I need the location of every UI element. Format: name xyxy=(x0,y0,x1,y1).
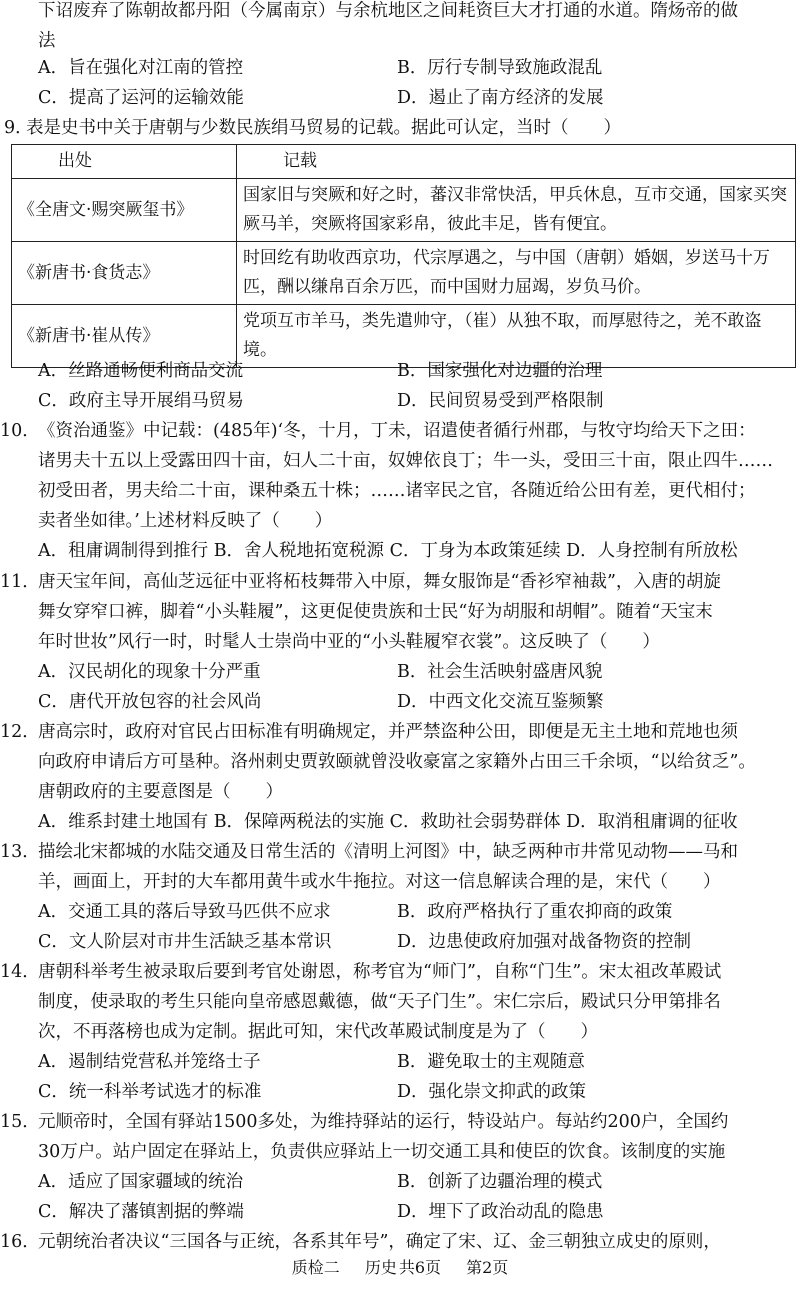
page-footer xyxy=(0,1255,800,1278)
q10-stem-line: 诸男夫十五以上受露田四十亩，妇人二十亩，奴婢依良丁；牛一头，受田三十亩，限止四牛…… xyxy=(38,451,773,471)
q11-number: 11． xyxy=(0,572,40,592)
q11-option-b: B．社会生活映射盛唐风貌 xyxy=(397,662,603,682)
footer-subject: 历史 xyxy=(364,1258,397,1277)
table-cell-source: 《新唐书·食货志》 xyxy=(12,242,237,305)
q15-option-b: B．创新了边疆治理的模式 xyxy=(397,1172,603,1192)
table-header-source: 出处 xyxy=(12,145,237,179)
q9-option-c: C．政府主导开展绢马贸易 xyxy=(38,391,244,411)
q9-option-b: B．国家强化对边疆的治理 xyxy=(397,361,603,381)
q14-option-c: C．统一科举考试选才的标准 xyxy=(38,1082,262,1102)
q11-option-a: A．汉民胡化的现象十分严重 xyxy=(38,662,261,682)
q14-stem-line: 唐朝科举考生被录取后要到考官处谢恩，称考官为“师门”，自称“门生”。宋太祖改革殿试 xyxy=(38,962,722,982)
table-cell-source: 《新唐书·崔从传》 xyxy=(12,305,237,368)
q13-option-c: C．文人阶层对市井生活缺乏基本常识 xyxy=(38,932,332,952)
q14-stem-line: 次，不再落榜也成为定制。据此可知，宋代改革殿试制度是为了（ ） xyxy=(38,1022,598,1042)
q9-option-a: A．丝路通畅便利商品交流 xyxy=(38,361,244,381)
q15-number: 15． xyxy=(0,1112,40,1132)
table-cell-source: 《全唐文·赐突厥玺书》 xyxy=(12,179,237,242)
q12-stem-line: 唐朝政府的主要意图是（ ） xyxy=(38,782,283,802)
q10-options: A．租庸调制得到推行 B．舍人税地拓宽税源 C．丁身为本政策延续 D．人身控制有所放松 xyxy=(38,541,738,561)
q10-stem-line: 卖者坐如律。’上述材料反映了（ ） xyxy=(38,511,333,531)
q12-number: 12． xyxy=(0,722,40,742)
q13-stem-line: 羊，画面上，开封的大车都用黄牛或水牛拖拉。对这一信息解读合理的是，宋代（ ） xyxy=(38,872,721,892)
q13-number: 13． xyxy=(0,842,40,862)
q8-option-a: A．旨在强化对江南的管控 xyxy=(38,58,244,78)
q16-stem-line: 元朝统治者决议“三国各与正统，各系其年号”，确定了宋、辽、金三朝独立成史的原则， xyxy=(38,1232,721,1252)
q14-number: 14． xyxy=(0,962,40,982)
footer-exam: 质检二 xyxy=(291,1258,340,1277)
q11-stem-line: 唐天宝年间，高仙芝远征中亚将柘枝舞带入中原，舞女服饰是“香衫窄袖裁”，入唐的胡旋 xyxy=(38,572,721,592)
q13-stem-line: 描绘北宋都城的水陆交通及日常生活的《清明上河图》中，缺乏两种市井常见动物——马和 xyxy=(38,842,738,862)
q11-option-c: C．唐代开放包容的社会风尚 xyxy=(38,692,262,712)
q15-stem-line: 元顺帝时，全国有驿站1500多处，为维持驿站的运行，特设站户。每站约200户，全国约 xyxy=(38,1112,729,1132)
q12-stem-line: 向政府申请后方可垦种。洛州刺史贾敦颐就曾没收豪富之家籍外占田三千余顷，“以给贫乏”。 xyxy=(38,752,756,772)
q8-stem-line: 下诏废弃了陈朝故都丹阳（今属南京）与余杭地区之间耗资巨大才打通的水道。隋炀帝的做 xyxy=(38,1,738,21)
q11-stem-line: 舞女穿窄口裤，脚着“小头鞋履”，这更促使贵族和士民“好为胡服和胡帽”。随着“天宝末 xyxy=(38,602,713,622)
q14-option-a: A．遏制结党营私并笼络士子 xyxy=(38,1052,261,1072)
footer-page: 第2页 xyxy=(466,1258,509,1277)
table-cell-record: 时回纥有助收西京功，代宗厚遇之，与中国（唐朝）婚姻，岁送马十万匹，酬以缣帛百余万匹，而中国财力屈竭，岁负马价。 xyxy=(237,242,796,305)
q9-number: 9． xyxy=(4,118,33,138)
table-row xyxy=(12,179,796,242)
q15-option-c: C．解决了藩镇割据的弊端 xyxy=(38,1202,244,1222)
q9-stem: 表是史书中关于唐朝与少数民族绢马贸易的记载。据此可认定，当时（ ） xyxy=(26,118,621,138)
q10-stem-line: 《资治通鉴》中记载：(485年)‘冬，十月，丁未，诏遣使者循行州郡，与牧守均给天下之田： xyxy=(38,421,756,441)
q12-stem-line: 唐高宗时，政府对官民占田标准有明确规定，并严禁盗种公田，即便是无主土地和荒地也须 xyxy=(38,722,738,742)
q13-option-d: D．边患使政府加强对战备物资的控制 xyxy=(397,932,692,952)
footer-total: 共6页 xyxy=(398,1258,442,1277)
q10-number: 10． xyxy=(0,421,40,441)
q8-option-c: C．提高了运河的运输效能 xyxy=(38,88,244,108)
q16-number: 16． xyxy=(0,1232,40,1252)
q9-source-table xyxy=(11,144,796,368)
q8-option-d: D．遏止了南方经济的发展 xyxy=(397,88,604,108)
table-row xyxy=(12,242,796,305)
q9-option-d: D．民间贸易受到严格限制 xyxy=(397,391,604,411)
q11-option-d: D．中西文化交流互鉴频繁 xyxy=(397,692,604,712)
q14-option-b: B．避免取士的主观随意 xyxy=(397,1052,585,1072)
q10-stem-line: 初受田者，男夫给二十亩，课种桑五十株；……诸宰民之官，各随近给公田有差，更代相付； xyxy=(38,481,756,501)
q15-option-d: D．埋下了政治动乱的隐患 xyxy=(397,1202,604,1222)
q13-option-b: B．政府严格执行了重农抑商的政策 xyxy=(397,902,673,922)
table-cell-record: 党项互市羊马，类先遣帅守，（崔）从独不取，而厚慰待之，羌不敢盗境。 xyxy=(237,305,796,368)
q8-option-b: B．厉行专制导致施政混乱 xyxy=(397,58,603,78)
table-header-record: 记载 xyxy=(237,145,796,179)
q11-stem-line: 年时世妆”风行一时，时髦人士崇尚中亚的“小头鞋履窄衣裳”。这反映了（ ） xyxy=(38,632,660,652)
q8-stem-line: 法 xyxy=(38,31,56,51)
q14-option-d: D．强化崇文抑武的政策 xyxy=(397,1082,587,1102)
q12-options: A．维系封建土地国有 B．保障两税法的实施 C．救助社会弱势群体 D．取消租庸调的征收 xyxy=(38,812,738,832)
q15-option-a: A．适应了国家疆域的统治 xyxy=(38,1172,244,1192)
table-header-row xyxy=(12,145,796,179)
q14-stem-line: 制度，使录取的考生只能向皇帝感恩戴德，做“天子门生”。宋仁宗后，殿试只分甲第排名 xyxy=(38,992,721,1012)
table-cell-record: 国家旧与突厥和好之时，蕃汉非常快活，甲兵休息，互市交通，国家买突厥马羊，突厥将国家彩帛，彼此丰足，皆有便宜。 xyxy=(237,179,796,242)
q13-option-a: A．交通工具的落后导致马匹供不应求 xyxy=(38,902,331,922)
q15-stem-line: 30万户。站户固定在驿站上，负责供应驿站上一切交通工具和使臣的饮食。该制度的实施 xyxy=(38,1142,726,1162)
